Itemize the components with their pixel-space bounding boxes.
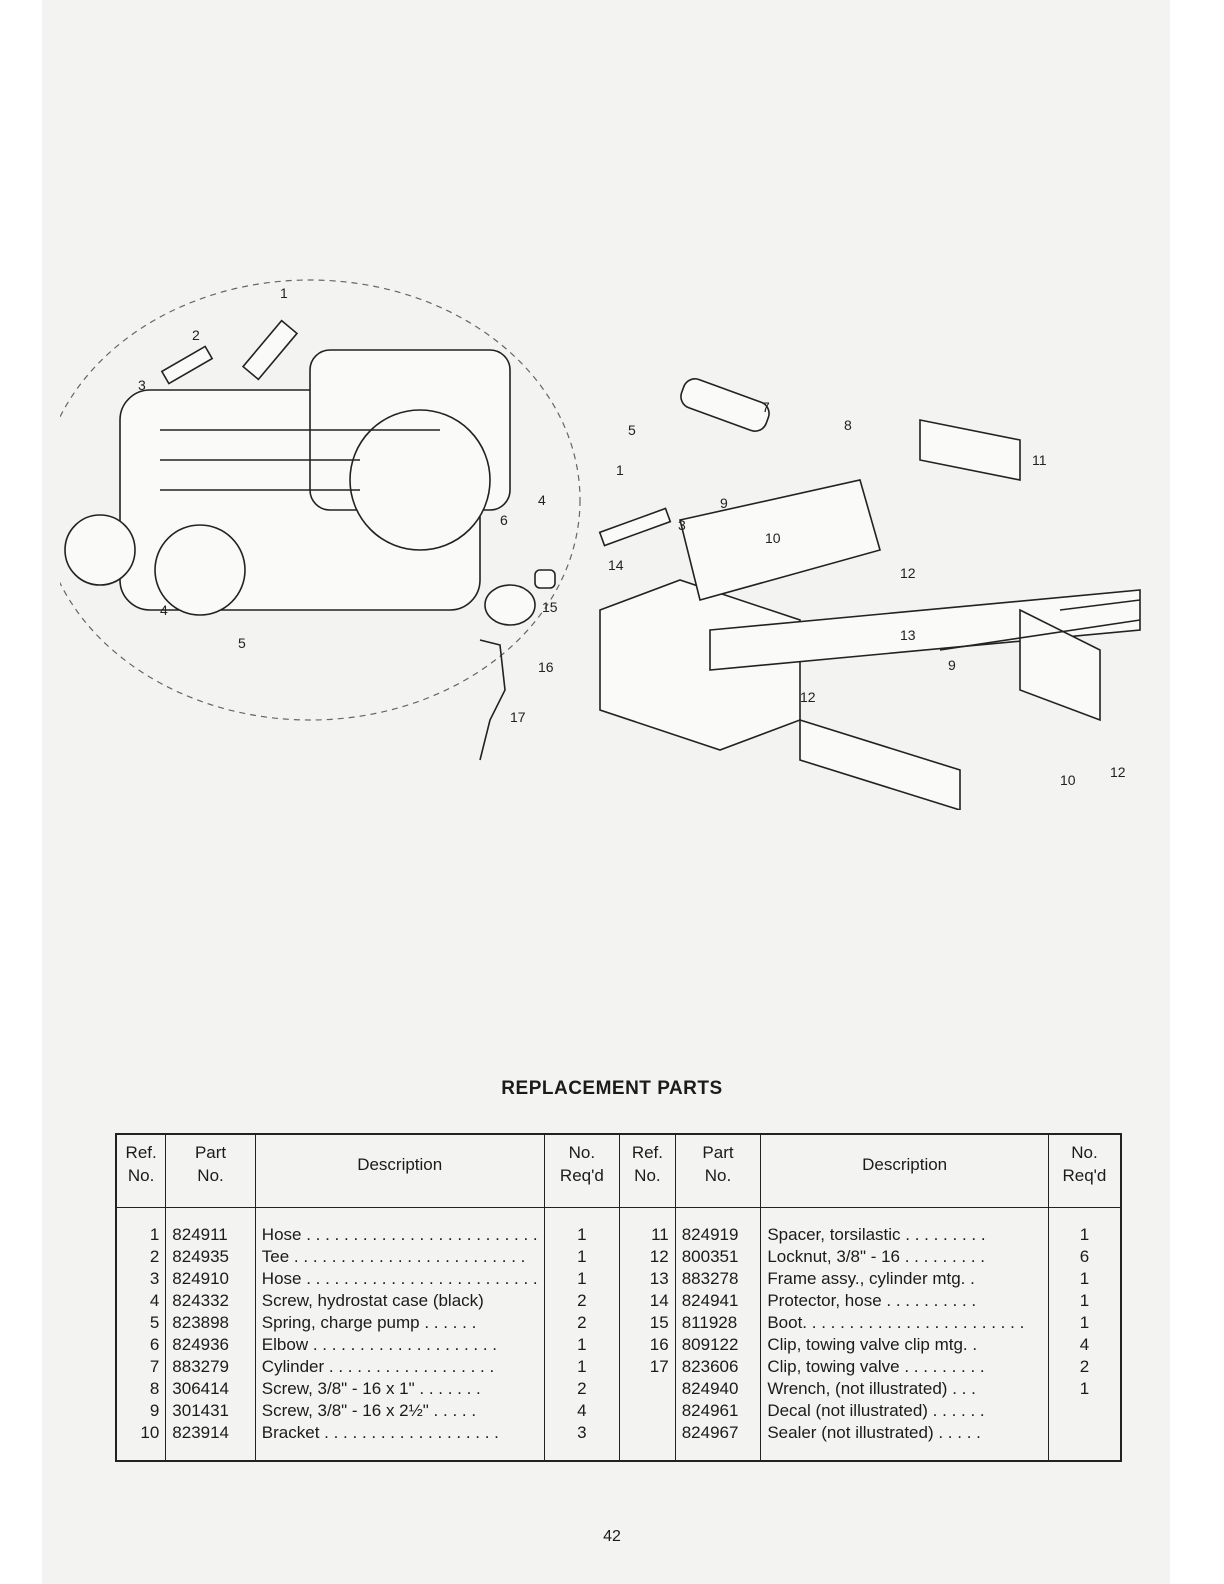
desc-cell: Screw, 3/8" - 16 x 2½" . . . . . — [255, 1400, 544, 1422]
req-cell: 1 — [1048, 1268, 1121, 1290]
desc-cell: Spring, charge pump . . . . . . — [255, 1312, 544, 1334]
req-cell: 1 — [1048, 1378, 1121, 1400]
section-title: REPLACEMENT PARTS — [501, 1078, 723, 1099]
callout-7: 7 — [762, 399, 770, 415]
desc-cell: Locknut, 3/8" - 16 . . . . . . . . . — [761, 1246, 1049, 1268]
page-number: 42 — [603, 1528, 621, 1545]
callout-4: 4 — [160, 602, 168, 618]
ref-cell: 6 — [116, 1334, 166, 1356]
req-cell: 2 — [1048, 1356, 1121, 1378]
ref-cell: 12 — [620, 1246, 676, 1268]
exploded-parts-diagram — [60, 250, 1160, 810]
table-header-row — [116, 1134, 1121, 1208]
hydrostat-assembly — [65, 321, 510, 615]
part-cell: 883278 — [675, 1268, 761, 1290]
part-cell: 306414 — [166, 1378, 256, 1400]
callout-8: 8 — [844, 417, 852, 433]
header-part-no: Part No. — [166, 1134, 256, 1208]
callout-16: 16 — [538, 659, 554, 675]
callout-3b: 3 — [678, 517, 686, 533]
header-description-2: Description — [761, 1134, 1049, 1208]
req-cell — [1048, 1400, 1121, 1422]
part-cell: 823898 — [166, 1312, 256, 1334]
part-cell: 823914 — [166, 1422, 256, 1461]
part-cell: 824936 — [166, 1334, 256, 1356]
req-cell: 6 — [1048, 1246, 1121, 1268]
req-cell: 1 — [544, 1246, 619, 1268]
callout-6: 6 — [500, 512, 508, 528]
req-cell: 4 — [1048, 1334, 1121, 1356]
desc-cell: Spacer, torsilastic . . . . . . . . . — [761, 1208, 1049, 1247]
callout-4b: 4 — [538, 492, 546, 508]
desc-cell: Hose . . . . . . . . . . . . . . . . . . . . . . . . . — [255, 1268, 544, 1290]
callout-12b: 12 — [800, 689, 816, 705]
header-ref-no: Ref. No. — [116, 1134, 166, 1208]
ref-cell: 10 — [116, 1422, 166, 1461]
req-cell: 2 — [544, 1378, 619, 1400]
header-no-reqd: No. Req'd — [544, 1134, 619, 1208]
part-cell: 824941 — [675, 1290, 761, 1312]
desc-cell: Cylinder . . . . . . . . . . . . . . . . . . — [255, 1356, 544, 1378]
ref-cell: 5 — [116, 1312, 166, 1334]
part-cell: 883279 — [166, 1356, 256, 1378]
callout-13: 13 — [900, 627, 916, 643]
req-cell: 2 — [544, 1312, 619, 1334]
ref-cell: 7 — [116, 1356, 166, 1378]
part-cell: 823606 — [675, 1356, 761, 1378]
desc-cell: Elbow . . . . . . . . . . . . . . . . . . . . — [255, 1334, 544, 1356]
desc-cell: Screw, hydrostat case (black) — [255, 1290, 544, 1312]
desc-cell: Wrench, (not illustrated) . . . — [761, 1378, 1049, 1400]
table-row — [116, 1334, 1121, 1356]
callout-1b: 1 — [616, 462, 624, 478]
ref-cell: 3 — [116, 1268, 166, 1290]
header-no-reqd-2: No. Req'd — [1048, 1134, 1121, 1208]
table-row — [116, 1290, 1121, 1312]
header-part-no-2: Part No. — [675, 1134, 761, 1208]
part-cell: 800351 — [675, 1246, 761, 1268]
callout-10b: 10 — [1060, 772, 1076, 788]
header-ref-no-2: Ref. No. — [620, 1134, 676, 1208]
ref-cell: 1 — [116, 1208, 166, 1247]
part-cell: 824961 — [675, 1400, 761, 1422]
part-cell: 824967 — [675, 1422, 761, 1461]
ref-cell: 8 — [116, 1378, 166, 1400]
req-cell: 1 — [544, 1208, 619, 1247]
part-cell: 824919 — [675, 1208, 761, 1247]
ref-cell: 17 — [620, 1356, 676, 1378]
part-cell: 809122 — [675, 1334, 761, 1356]
desc-cell: Decal (not illustrated) . . . . . . — [761, 1400, 1049, 1422]
req-cell: 4 — [544, 1400, 619, 1422]
replacement-parts-table — [115, 1133, 1122, 1462]
ref-cell: 13 — [620, 1268, 676, 1290]
callout-2: 2 — [192, 327, 200, 343]
callout-5b: 5 — [628, 422, 636, 438]
callout-14: 14 — [608, 557, 624, 573]
callout-10: 10 — [765, 530, 781, 546]
table-row — [116, 1312, 1121, 1334]
frame-assembly — [600, 376, 1140, 810]
desc-cell: Hose . . . . . . . . . . . . . . . . . . . . . . . . . — [255, 1208, 544, 1247]
table-row — [116, 1246, 1121, 1268]
callout-12c: 12 — [1110, 764, 1126, 780]
ref-cell: 11 — [620, 1208, 676, 1247]
req-cell: 1 — [1048, 1312, 1121, 1334]
part-cell: 824910 — [166, 1268, 256, 1290]
ref-cell: 9 — [116, 1400, 166, 1422]
table-row — [116, 1378, 1121, 1400]
callout-17: 17 — [510, 709, 526, 725]
part-cell: 824940 — [675, 1378, 761, 1400]
ref-cell: 14 — [620, 1290, 676, 1312]
ref-cell: 15 — [620, 1312, 676, 1334]
table-row — [116, 1268, 1121, 1290]
req-cell: 1 — [544, 1356, 619, 1378]
req-cell: 1 — [544, 1268, 619, 1290]
callout-1: 1 — [280, 285, 288, 301]
ref-cell: 16 — [620, 1334, 676, 1356]
header-description: Description — [255, 1134, 544, 1208]
callout-9: 9 — [720, 495, 728, 511]
part-cell: 824911 — [166, 1208, 256, 1247]
desc-cell: Boot. . . . . . . . . . . . . . . . . . . . . . . . — [761, 1312, 1049, 1334]
desc-cell: Clip, towing valve clip mtg. . — [761, 1334, 1049, 1356]
req-cell: 1 — [1048, 1208, 1121, 1247]
ref-cell — [620, 1400, 676, 1422]
part-cell: 301431 — [166, 1400, 256, 1422]
part-cell: 824332 — [166, 1290, 256, 1312]
callout-3: 3 — [138, 377, 146, 393]
ref-cell — [620, 1378, 676, 1400]
desc-cell: Screw, 3/8" - 16 x 1" . . . . . . . — [255, 1378, 544, 1400]
part-cell: 824935 — [166, 1246, 256, 1268]
ref-cell: 2 — [116, 1246, 166, 1268]
callout-9b: 9 — [948, 657, 956, 673]
ref-cell: 4 — [116, 1290, 166, 1312]
desc-cell: Sealer (not illustrated) . . . . . — [761, 1422, 1049, 1461]
req-cell — [1048, 1422, 1121, 1461]
part-cell: 811928 — [675, 1312, 761, 1334]
table-row — [116, 1400, 1121, 1422]
table-row — [116, 1356, 1121, 1378]
callout-15: 15 — [542, 599, 558, 615]
req-cell: 1 — [1048, 1290, 1121, 1312]
callout-11: 11 — [1032, 452, 1047, 468]
callout-12: 12 — [900, 565, 916, 581]
desc-cell: Frame assy., cylinder mtg. . — [761, 1268, 1049, 1290]
table-row — [116, 1208, 1121, 1247]
req-cell: 3 — [544, 1422, 619, 1461]
table-row — [116, 1422, 1121, 1461]
req-cell: 2 — [544, 1290, 619, 1312]
desc-cell: Protector, hose . . . . . . . . . . — [761, 1290, 1049, 1312]
callout-5: 5 — [238, 635, 246, 651]
parts-diagram-svg — [60, 250, 1160, 810]
req-cell: 1 — [544, 1334, 619, 1356]
desc-cell: Bracket . . . . . . . . . . . . . . . . . . . — [255, 1422, 544, 1461]
ref-cell — [620, 1422, 676, 1461]
desc-cell: Tee . . . . . . . . . . . . . . . . . . . . . . . . . — [255, 1246, 544, 1268]
desc-cell: Clip, towing valve . . . . . . . . . — [761, 1356, 1049, 1378]
